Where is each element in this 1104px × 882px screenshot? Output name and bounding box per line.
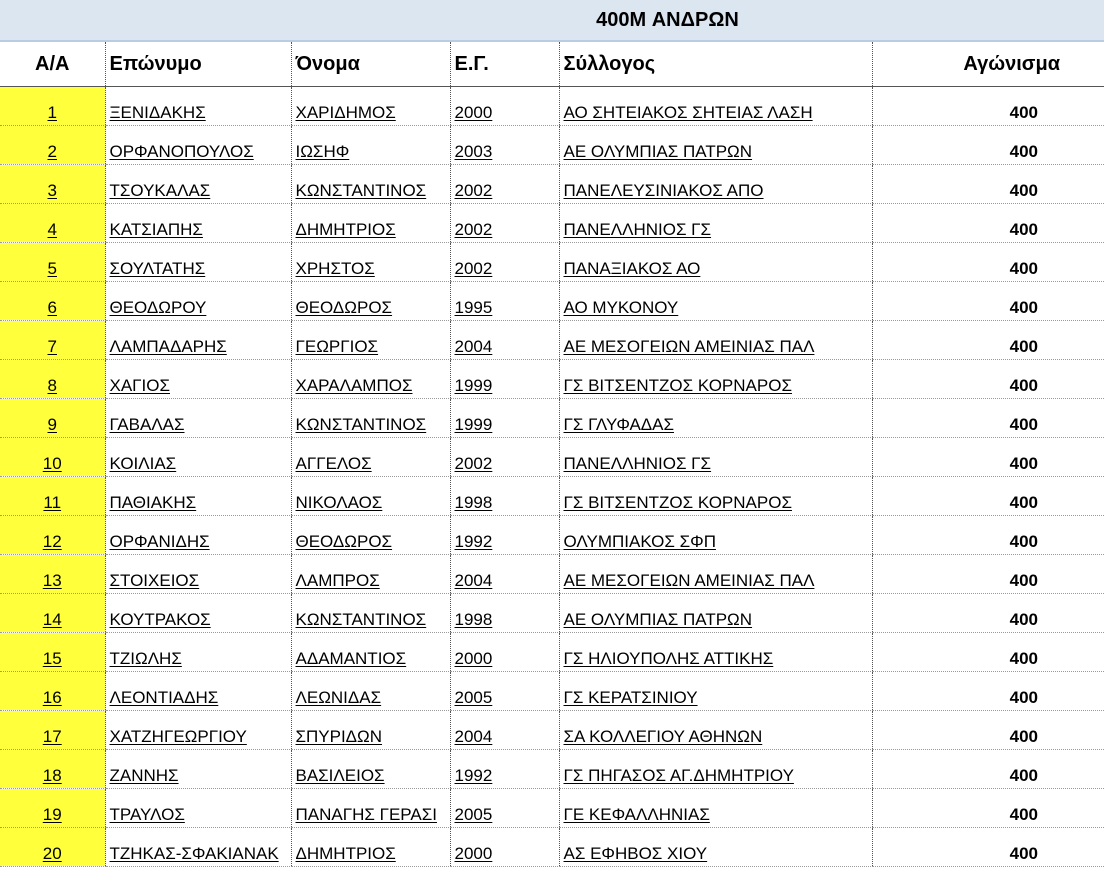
cell-year[interactable]: 2002: [450, 438, 559, 477]
cell-club[interactable]: ΣΑ ΚΟΛΛΕΓΙΟΥ ΑΘΗΝΩΝ: [559, 711, 872, 750]
cell-name[interactable]: ΑΓΓΕΛΟΣ: [291, 438, 450, 477]
cell-aa[interactable]: 12: [0, 516, 105, 555]
cell-name[interactable]: ΣΠΥΡΙΔΩΝ: [291, 711, 450, 750]
cell-aa[interactable]: 16: [0, 672, 105, 711]
cell-surname[interactable]: ΓΑΒΑΛΑΣ: [105, 399, 291, 438]
column-header-club[interactable]: Σύλλογος: [559, 42, 872, 87]
cell-surname[interactable]: ΤΖΗΚΑΣ-ΣΦΑΚΙΑΝΑΚ: [105, 828, 291, 867]
cell-year[interactable]: 2000: [450, 633, 559, 672]
table-row: [0, 828, 1104, 867]
cell-year[interactable]: 1992: [450, 516, 559, 555]
cell-surname[interactable]: ΛΕΟΝΤΙΑΔΗΣ: [105, 672, 291, 711]
cell-aa[interactable]: 8: [0, 360, 105, 399]
cell-club[interactable]: ΓΣ ΠΗΓΑΣΟΣ ΑΓ.ΔΗΜΗΤΡΙΟΥ: [559, 750, 872, 789]
cell-surname[interactable]: ΣΟΥΛΤΑΤΗΣ: [105, 243, 291, 282]
cell-year[interactable]: 1999: [450, 399, 559, 438]
cell-aa[interactable]: 11: [0, 477, 105, 516]
cell-surname[interactable]: ΟΡΦΑΝΙΔΗΣ: [105, 516, 291, 555]
cell-surname[interactable]: ΧΑΓΙΟΣ: [105, 360, 291, 399]
cell-name[interactable]: ΧΑΡΙΔΗΜΟΣ: [291, 87, 450, 126]
cell-year[interactable]: 2005: [450, 789, 559, 828]
cell-surname[interactable]: ΣΤΟΙΧΕΙΟΣ: [105, 555, 291, 594]
cell-event[interactable]: 400: [872, 204, 1104, 243]
cell-name[interactable]: ΠΑΝΑΓΗΣ ΓΕΡΑΣΙ: [291, 789, 450, 828]
table-row: [0, 633, 1104, 672]
cell-event[interactable]: 400: [872, 360, 1104, 399]
table-row: [0, 360, 1104, 399]
table-row: [0, 243, 1104, 282]
table-row: [0, 750, 1104, 789]
cell-club[interactable]: ΑΟ ΜΥΚΟΝΟΥ: [559, 282, 872, 321]
column-header-aa[interactable]: Α/Α: [0, 42, 105, 87]
cell-club[interactable]: ΑΣ ΕΦΗΒΟΣ ΧΙΟΥ: [559, 828, 872, 867]
column-header-year[interactable]: Ε.Γ.: [450, 42, 559, 87]
cell-surname[interactable]: ΟΡΦΑΝΟΠΟΥΛΟΣ: [105, 126, 291, 165]
cell-event[interactable]: 400: [872, 243, 1104, 282]
cell-event[interactable]: 400: [872, 321, 1104, 360]
cell-aa[interactable]: 3: [0, 165, 105, 204]
cell-aa[interactable]: 1: [0, 87, 105, 126]
cell-year[interactable]: 1998: [450, 594, 559, 633]
cell-aa[interactable]: 14: [0, 594, 105, 633]
cell-name[interactable]: ΝΙΚΟΛΑΟΣ: [291, 477, 450, 516]
cell-year[interactable]: 2002: [450, 243, 559, 282]
cell-aa[interactable]: 9: [0, 399, 105, 438]
cell-year[interactable]: 1998: [450, 477, 559, 516]
cell-name[interactable]: ΘΕΟΔΩΡΟΣ: [291, 282, 450, 321]
table-row: [0, 594, 1104, 633]
table-body: [0, 87, 1104, 867]
cell-year[interactable]: 2003: [450, 126, 559, 165]
table-row: [0, 399, 1104, 438]
cell-name[interactable]: ΧΑΡΑΛΑΜΠΟΣ: [291, 360, 450, 399]
cell-name[interactable]: ΘΕΟΔΩΡΟΣ: [291, 516, 450, 555]
cell-event[interactable]: 400: [872, 438, 1104, 477]
cell-aa[interactable]: 19: [0, 789, 105, 828]
cell-club[interactable]: ΑΕ ΟΛΥΜΠΙΑΣ ΠΑΤΡΩΝ: [559, 126, 872, 165]
cell-surname[interactable]: ΚΟΥΤΡΑΚΟΣ: [105, 594, 291, 633]
cell-name[interactable]: ΙΩΣΗΦ: [291, 126, 450, 165]
table-row: [0, 165, 1104, 204]
cell-surname[interactable]: ΤΣΟΥΚΑΛΑΣ: [105, 165, 291, 204]
cell-name[interactable]: ΚΩΝΣΤΑΝΤΙΝΟΣ: [291, 594, 450, 633]
cell-aa[interactable]: 7: [0, 321, 105, 360]
cell-aa[interactable]: 6: [0, 282, 105, 321]
table-row: [0, 789, 1104, 828]
cell-aa[interactable]: 2: [0, 126, 105, 165]
header-row: [0, 42, 1104, 87]
cell-year[interactable]: 2002: [450, 204, 559, 243]
cell-club[interactable]: ΓΣ ΓΛΥΦΑΔΑΣ: [559, 399, 872, 438]
cell-surname[interactable]: ΚΑΤΣΙΑΠΗΣ: [105, 204, 291, 243]
cell-event[interactable]: 400: [872, 282, 1104, 321]
cell-club[interactable]: ΓΕ ΚΕΦΑΛΛΗΝΙΑΣ: [559, 789, 872, 828]
cell-year[interactable]: 2002: [450, 165, 559, 204]
cell-surname[interactable]: ΠΑΘΙΑΚΗΣ: [105, 477, 291, 516]
cell-year[interactable]: 1992: [450, 750, 559, 789]
cell-event[interactable]: 400: [872, 516, 1104, 555]
table-row: [0, 438, 1104, 477]
cell-club[interactable]: ΓΣ ΗΛΙΟΥΠΟΛΗΣ ΑΤΤΙΚΗΣ: [559, 633, 872, 672]
cell-event[interactable]: 400: [872, 711, 1104, 750]
column-header-event[interactable]: Αγώνισμα: [872, 42, 1104, 87]
table-row: [0, 126, 1104, 165]
cell-event[interactable]: 400: [872, 126, 1104, 165]
table-row: [0, 204, 1104, 243]
cell-event[interactable]: 400: [872, 477, 1104, 516]
cell-event[interactable]: 400: [872, 555, 1104, 594]
cell-name[interactable]: ΛΕΩΝΙΔΑΣ: [291, 672, 450, 711]
cell-event[interactable]: 400: [872, 594, 1104, 633]
cell-aa[interactable]: 15: [0, 633, 105, 672]
cell-surname[interactable]: ΖΑΝΝΗΣ: [105, 750, 291, 789]
cell-year[interactable]: 1999: [450, 360, 559, 399]
cell-aa[interactable]: 10: [0, 438, 105, 477]
cell-club[interactable]: ΑΕ ΟΛΥΜΠΙΑΣ ΠΑΤΡΩΝ: [559, 594, 872, 633]
cell-year[interactable]: 2004: [450, 321, 559, 360]
cell-club[interactable]: ΓΣ ΚΕΡΑΤΣΙΝΙΟΥ: [559, 672, 872, 711]
cell-aa[interactable]: 4: [0, 204, 105, 243]
column-header-name[interactable]: Όνομα: [291, 42, 450, 87]
cell-surname[interactable]: ΧΑΤΖΗΓΕΩΡΓΙΟΥ: [105, 711, 291, 750]
cell-club[interactable]: ΓΣ ΒΙΤΣΕΝΤΖΟΣ ΚΟΡΝΑΡΟΣ: [559, 477, 872, 516]
cell-event[interactable]: 400: [872, 789, 1104, 828]
cell-event[interactable]: 400: [872, 672, 1104, 711]
cell-aa[interactable]: 13: [0, 555, 105, 594]
cell-club[interactable]: ΠΑΝΕΛΛΗΝΙΟΣ ΓΣ: [559, 438, 872, 477]
cell-club[interactable]: ΑΕ ΜΕΣΟΓΕΙΩΝ ΑΜΕΙΝΙΑΣ ΠΑΛ: [559, 555, 872, 594]
title-row[interactable]: [0, 0, 1104, 42]
cell-event[interactable]: 400: [872, 750, 1104, 789]
cell-year[interactable]: 2000: [450, 87, 559, 126]
cell-surname[interactable]: ΛΑΜΠΑΔΑΡΗΣ: [105, 321, 291, 360]
cell-year[interactable]: 2000: [450, 828, 559, 867]
cell-club[interactable]: ΟΛΥΜΠΙΑΚΟΣ ΣΦΠ: [559, 516, 872, 555]
cell-aa[interactable]: 17: [0, 711, 105, 750]
cell-club[interactable]: ΑΕ ΜΕΣΟΓΕΙΩΝ ΑΜΕΙΝΙΑΣ ΠΑΛ: [559, 321, 872, 360]
cell-name[interactable]: ΛΑΜΠΡΟΣ: [291, 555, 450, 594]
cell-name[interactable]: ΧΡΗΣΤΟΣ: [291, 243, 450, 282]
cell-name[interactable]: ΑΔΑΜΑΝΤΙΟΣ: [291, 633, 450, 672]
cell-event[interactable]: 400: [872, 399, 1104, 438]
cell-name[interactable]: ΚΩΝΣΤΑΝΤΙΝΟΣ: [291, 399, 450, 438]
table-row: [0, 711, 1104, 750]
column-header-surname[interactable]: Επώνυμο: [105, 42, 291, 87]
cell-year[interactable]: 2004: [450, 555, 559, 594]
cell-club[interactable]: ΑΟ ΣΗΤΕΙΑΚΟΣ ΣΗΤΕΙΑΣ ΛΑΣΗ: [559, 87, 872, 126]
table-row: [0, 477, 1104, 516]
table-row: [0, 516, 1104, 555]
cell-club[interactable]: ΠΑΝΑΞΙΑΚΟΣ ΑΟ: [559, 243, 872, 282]
cell-aa[interactable]: 20: [0, 828, 105, 867]
cell-event[interactable]: 400: [872, 828, 1104, 867]
cell-club[interactable]: ΓΣ ΒΙΤΣΕΝΤΖΟΣ ΚΟΡΝΑΡΟΣ: [559, 360, 872, 399]
cell-year[interactable]: 2005: [450, 672, 559, 711]
results-table: [0, 42, 1104, 867]
cell-year[interactable]: 1995: [450, 282, 559, 321]
cell-surname[interactable]: ΘΕΟΔΩΡΟΥ: [105, 282, 291, 321]
cell-event[interactable]: 400: [872, 87, 1104, 126]
cell-surname[interactable]: ΚΟΙΛΙΑΣ: [105, 438, 291, 477]
table-row: [0, 672, 1104, 711]
cell-surname[interactable]: ΞΕΝΙΔΑΚΗΣ: [105, 87, 291, 126]
cell-surname[interactable]: ΤΡΑΥΛΟΣ: [105, 789, 291, 828]
cell-name[interactable]: ΔΗΜΗΤΡΙΟΣ: [291, 204, 450, 243]
table-row: [0, 555, 1104, 594]
cell-surname[interactable]: ΤΖΙΩΛΗΣ: [105, 633, 291, 672]
cell-event[interactable]: 400: [872, 633, 1104, 672]
cell-name[interactable]: ΔΗΜΗΤΡΙΟΣ: [291, 828, 450, 867]
table-row: [0, 321, 1104, 360]
table-row: [0, 282, 1104, 321]
cell-club[interactable]: ΠΑΝΕΛΕΥΣΙΝΙΑΚΟΣ ΑΠΟ: [559, 165, 872, 204]
cell-name[interactable]: ΓΕΩΡΓΙΟΣ: [291, 321, 450, 360]
cell-aa[interactable]: 18: [0, 750, 105, 789]
cell-year[interactable]: 2004: [450, 711, 559, 750]
cell-name[interactable]: ΒΑΣΙΛΕΙΟΣ: [291, 750, 450, 789]
cell-name[interactable]: ΚΩΝΣΤΑΝΤΙΝΟΣ: [291, 165, 450, 204]
table-row: [0, 87, 1104, 126]
cell-event[interactable]: 400: [872, 165, 1104, 204]
cell-club[interactable]: ΠΑΝΕΛΛΗΝΙΟΣ ΓΣ: [559, 204, 872, 243]
cell-aa[interactable]: 5: [0, 243, 105, 282]
sheet-title[interactable]: 400M ΑΝΔΡΩΝ: [596, 9, 739, 31]
